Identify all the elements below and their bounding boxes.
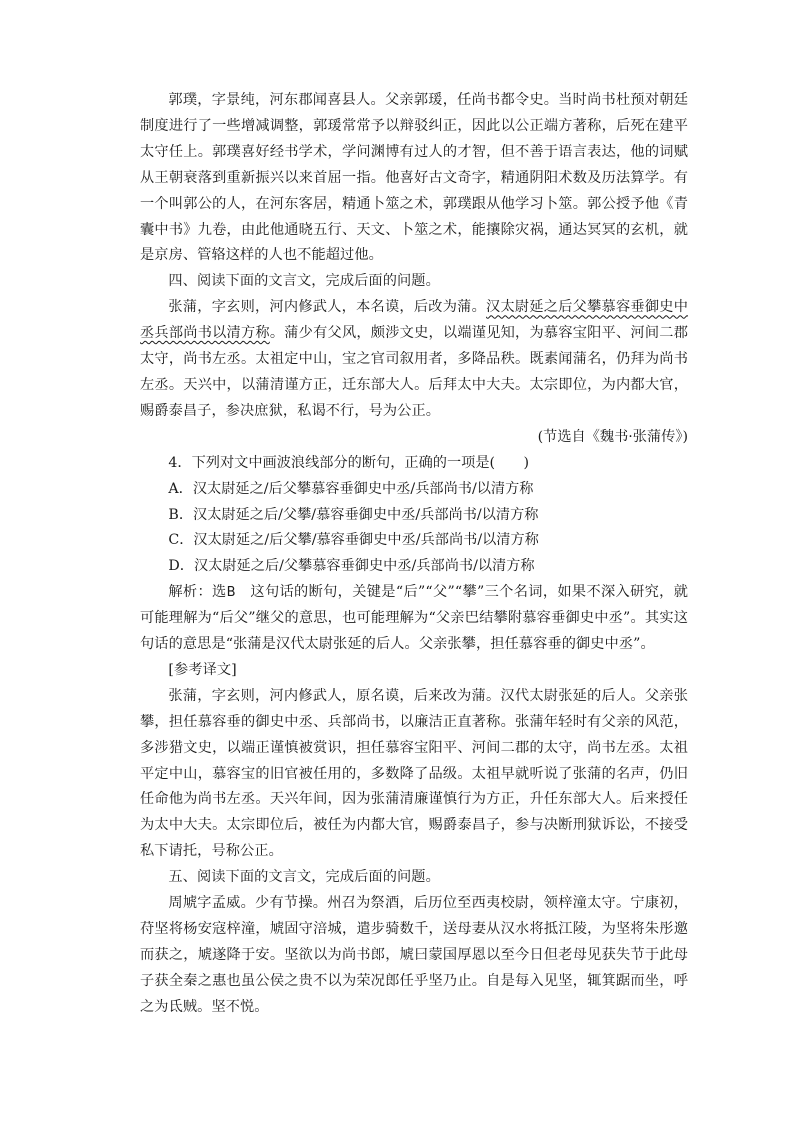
option-d: D．汉太尉延之后/父攀慕容垂御史中丞/兵部尚书/以清方称	[168, 558, 535, 575]
zhang-pu-passage	[140, 295, 688, 425]
option-b: B．汉太尉延之后/父攀/慕容垂御史中丞/兵部尚书/以清方称	[168, 506, 539, 523]
answer-letter: B	[226, 585, 236, 601]
option-c: C．汉太尉延之/后父攀/慕容垂御史中丞/兵部尚书/以清方称	[168, 532, 539, 549]
source-citation: (节选自《魏书·张蒲传》)	[537, 428, 688, 445]
reference-label: [参考译文]	[168, 661, 237, 678]
analysis-paragraph	[140, 580, 688, 658]
wavy-underlined-sentence: 汉太尉延之后父攀慕容垂御史中丞兵部尚书以清方称	[140, 299, 689, 342]
zhang-pu-text-a: 张蒲，字玄则，河内修武人，本名谟，后改为蒲。	[168, 299, 487, 316]
zhou-xian-passage: 周虓字孟威。少有节操。州召为祭酒，后历位至西夷校尉，领梓潼太守。宁康初，苻坚将杨安寇梓潼，虓固守涪城，遣步骑数千，送母妻从汉水将抵江陵，为坚将朱彤邀而获之，虓遂降于安。坚欲以为尚书郎，虓曰蒙国厚恩以至今日但老母见获失节于此母子获全秦之惠也虽公侯之贵不以为荣况郎任乎坚乃止。自是每入见坚，辄箕踞而坐，呼之为氐贼。坚不悦。	[140, 895, 688, 1015]
option-a: A．汉太尉延之/后父攀慕容垂御史中丞/兵部尚书/以清方称	[168, 480, 534, 497]
section-five-title: 五、阅读下面的文言文，完成后面的问题。	[168, 869, 440, 886]
analysis-body: 这句话的断句，关键是“后”“父”“攀”三个名词，如果不深入研究，就可能理解为“后父”继父的意思，也可能理解为“父亲巴结攀附慕容垂御史中丞”。其实这句话的意思是“张蒲是汉代太尉张延的后人。父亲张攀，担任慕容垂的御史中丞”。	[140, 584, 689, 653]
zhang-pu-text-b: 。蒲少有父风，颇涉文史，以端谨见知，为慕容宝阳平、河间二郡太守，尚书左丞。太祖定中山，宝之官司叙用者，多降品秩。既素闻蒲名，仍拜为尚书左丞。天兴中，以蒲清谨方正，迁东部大人。后拜太中大夫。太宗即位，为内都大官，赐爵泰昌子，参决庶狱，私谒不行，号为公正。	[140, 325, 688, 419]
analysis-prefix: 解析：选	[168, 584, 227, 601]
reference-translation-label	[140, 658, 688, 684]
section-four-title: 四、阅读下面的文言文，完成后面的问题。	[168, 273, 440, 290]
guo-pu-paragraph: 郭璞，字景纯，河东郡闻喜县人。父亲郭瑗，任尚书都令史。当时尚书杜预对朝廷制度进行了一些增减调整，郭瑗常常予以辩驳纠正，因此以公正端方著称，后死在建平太守任上。郭璞喜好经书学术，学问渊博有过人的才智，但不善于语言表达，他的词赋从王朝衰落到重新振兴以来首屈一指。他喜好古文奇字，精通阴阳术数及历法算学。有一个叫郭公的人，在河东客居，精通卜筮之术，郭璞跟从他学习卜筮。郭公授予他《青囊中书》九卷，由此他通晓五行、天文、卜筮之术，能攘除灾祸，通达冥冥的玄机，就是京房、管辂这样的人也不能超过他。	[140, 92, 688, 264]
document-page	[140, 88, 688, 1021]
translation-paragraph: 张蒲，字玄则，河内修武人，原名谟，后来改为蒲。汉代太尉张延的后人。父亲张攀，担任慕容垂的御史中丞、兵部尚书，以廉洁正直著称。张蒲年轻时有父亲的风范，多涉猎文史，以端正谨慎被赏识，担任慕容宝阳平、河间二郡的太守，尚书左丞。太祖平定中山，慕容宝的旧官被任用的，多数降了品级。太祖早就听说了张蒲的名声，仍旧任命他为尚书左丞。天兴年间，因为张蒲清廉谨慎行为方正，升任东部大人。后来授任为太中大夫。太宗即位后，被任为内都大官，赐爵泰昌子，参与决断刑狱诉讼，不接受私下请托，号称公正。	[140, 687, 688, 860]
question-four: 4．下列对文中画波浪线部分的断句，正确的一项是( )	[168, 454, 529, 471]
